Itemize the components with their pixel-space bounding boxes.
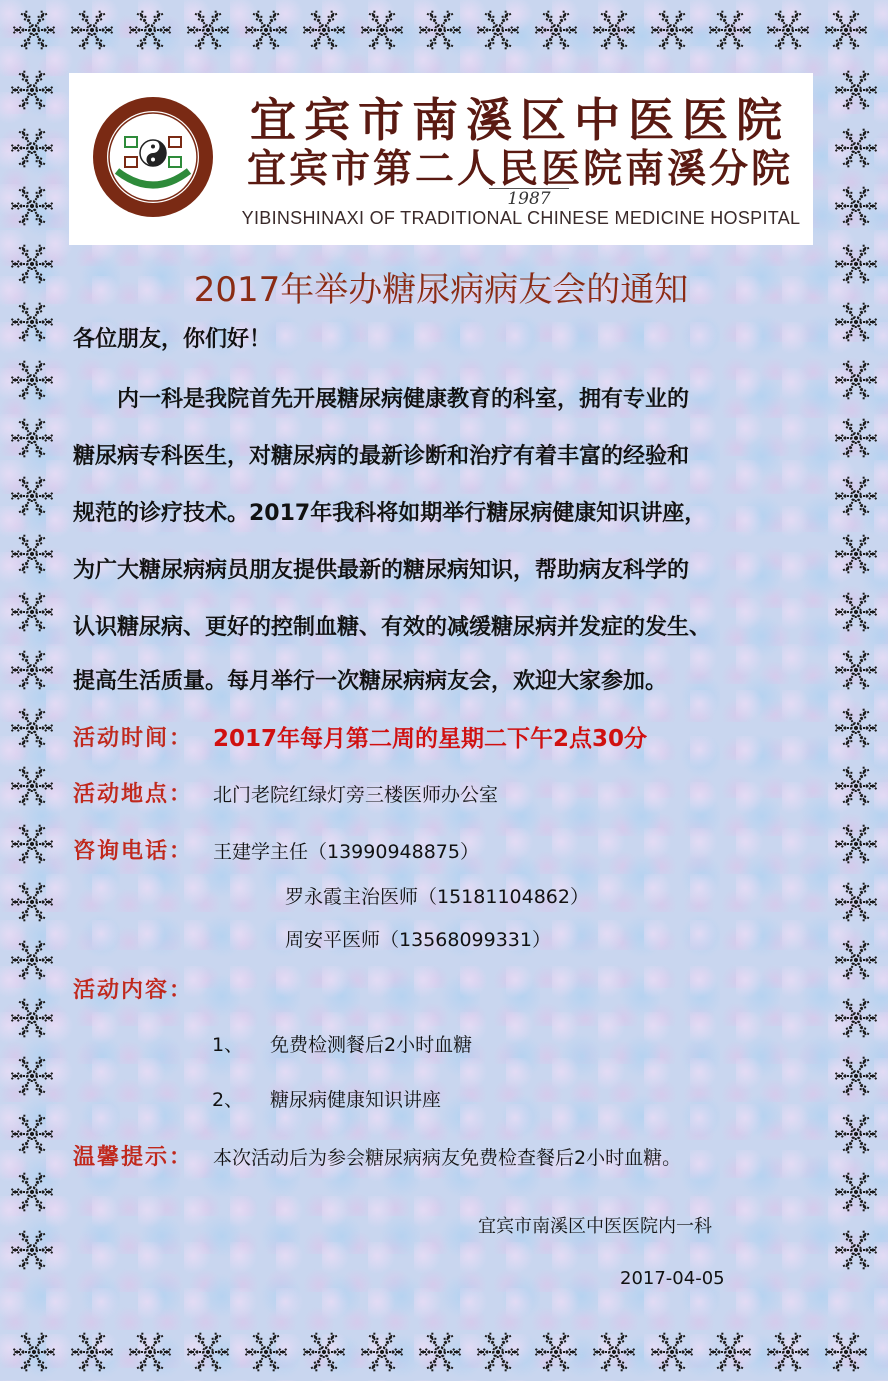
snowflake-ornament xyxy=(71,11,112,50)
snowflake-ornament xyxy=(361,11,402,50)
body-line: 提高生活质量。每月举行一次糖尿病病友会，欢迎大家参加。 xyxy=(73,669,668,694)
snowflake-ornament xyxy=(11,303,52,342)
snowflake-ornament xyxy=(835,651,876,690)
snowflake-ornament xyxy=(835,1115,876,1154)
tip-value: 本次活动后为参会糖尿病病友免费检查餐后2小时血糖。 xyxy=(213,1147,682,1169)
snowflake-ornament xyxy=(187,11,228,50)
greeting: 各位朋友，你们好！ xyxy=(73,327,272,352)
snowflake-ornament xyxy=(835,419,876,458)
snowflake-ornament xyxy=(593,11,634,50)
snowflake-ornament xyxy=(477,11,518,50)
hospital-header xyxy=(69,73,813,245)
snowflake-ornament xyxy=(835,593,876,632)
snowflake-ornament xyxy=(11,941,52,980)
snowflake-ornament xyxy=(11,1115,52,1154)
snowflake-ornament xyxy=(651,1333,692,1372)
snowflake-ornament xyxy=(11,1057,52,1096)
snowflake-ornament xyxy=(835,709,876,748)
snowflake-ornament xyxy=(477,1333,518,1372)
snowflake-ornament xyxy=(593,1333,634,1372)
notice-title: 2017年举办糖尿病病友会的通知 xyxy=(193,270,689,310)
snowflake-ornament xyxy=(11,651,52,690)
snowflake-ornament xyxy=(835,883,876,922)
snowflake-ornament xyxy=(11,1231,52,1270)
snowflake-ornament xyxy=(361,1333,402,1372)
content-item-number: 1、 xyxy=(212,1034,244,1056)
snowflake-ornament xyxy=(651,11,692,50)
snowflake-ornament xyxy=(245,1333,286,1372)
snowflake-ornament xyxy=(11,419,52,458)
snowflake-ornament xyxy=(11,71,52,110)
contact-item: 周安平医师（13568099331） xyxy=(285,929,551,951)
snowflake-ornament xyxy=(303,1333,344,1372)
snowflake-ornament xyxy=(535,1333,576,1372)
snowflake-ornament xyxy=(129,1333,170,1372)
snowflake-ornament xyxy=(767,11,808,50)
body-line: 糖尿病专科医生，对糖尿病的最新诊断和治疗有着丰富的经验和 xyxy=(73,444,690,469)
content-label: 活动内容： xyxy=(73,977,194,1003)
snowflake-ornament xyxy=(825,11,866,50)
signature-date: 2017-04-05 xyxy=(620,1268,725,1289)
snowflake-ornament xyxy=(11,129,52,168)
snowflake-ornament xyxy=(835,129,876,168)
snowflake-ornament xyxy=(835,303,876,342)
phone-label: 咨询电话： xyxy=(73,838,194,864)
contact-item: 王建学主任（13990948875） xyxy=(213,841,479,863)
snowflake-ornament xyxy=(835,999,876,1038)
snowflake-ornament xyxy=(303,11,344,50)
snowflake-ornament xyxy=(11,883,52,922)
body-line: 认识糖尿病、更好的控制血糖、有效的减缓糖尿病并发症的发生、 xyxy=(73,615,712,640)
place-label: 活动地点： xyxy=(73,781,194,807)
hospital-name: 宜宾市南溪区中医医院 xyxy=(250,93,790,147)
snowflake-ornament xyxy=(129,11,170,50)
snowflake-ornament xyxy=(11,593,52,632)
snowflake-ornament xyxy=(835,1057,876,1096)
snowflake-ornament xyxy=(835,767,876,806)
snowflake-ornament xyxy=(11,187,52,226)
snowflake-ornament xyxy=(825,1333,866,1372)
snowflake-ornament xyxy=(835,245,876,284)
snowflake-ornament xyxy=(11,245,52,284)
content-item-number: 2、 xyxy=(212,1089,244,1111)
time-value: 2017年每月第二周的星期二下午2点30分 xyxy=(213,726,648,752)
content-item: 糖尿病健康知识讲座 xyxy=(270,1089,442,1111)
body-line: 规范的诊疗技术。2017年我科将如期举行糖尿病健康知识讲座， xyxy=(73,501,707,526)
snowflake-ornament xyxy=(835,71,876,110)
snowflake-ornament xyxy=(835,941,876,980)
tip-label: 温馨提示： xyxy=(73,1144,194,1170)
hospital-english-name: YIBINSHINAXI OF TRADITIONAL CHINESE MEDICINE HOSPITAL xyxy=(241,208,801,228)
snowflake-ornament xyxy=(419,1333,460,1372)
snowflake-ornament xyxy=(11,825,52,864)
snowflake-ornament xyxy=(835,187,876,226)
snowflake-ornament xyxy=(835,1173,876,1212)
snowflake-ornament xyxy=(11,767,52,806)
snowflake-ornament xyxy=(11,1173,52,1212)
snowflake-ornament xyxy=(767,1333,808,1372)
body-line: 为广大糖尿病病员朋友提供最新的糖尿病知识，帮助病友科学的 xyxy=(73,558,690,583)
snowflake-ornament xyxy=(187,1333,228,1372)
snowflake-ornament xyxy=(709,1333,750,1372)
snowflake-ornament xyxy=(13,1333,54,1372)
place-value: 北门老院红绿灯旁三楼医师办公室 xyxy=(213,784,499,806)
snowflake-ornament xyxy=(835,825,876,864)
founding-year: 1987 xyxy=(489,188,569,209)
time-label: 活动时间： xyxy=(73,725,194,751)
snowflake-ornament xyxy=(245,11,286,50)
snowflake-ornament xyxy=(71,1333,112,1372)
snowflake-ornament xyxy=(709,11,750,50)
snowflake-ornament xyxy=(535,11,576,50)
snowflake-ornament xyxy=(13,11,54,50)
snowflake-ornament xyxy=(11,361,52,400)
snowflake-ornament xyxy=(835,361,876,400)
snowflake-ornament xyxy=(835,535,876,574)
body-line: 内一科是我院首先开展糖尿病健康教育的科室，拥有专业的 xyxy=(73,387,690,412)
snowflake-ornament xyxy=(11,477,52,516)
snowflake-ornament xyxy=(11,535,52,574)
content-item: 免费检测餐后2小时血糖 xyxy=(270,1034,473,1056)
snowflake-ornament xyxy=(419,11,460,50)
hospital-seal-logo xyxy=(91,95,215,219)
snowflake-ornament xyxy=(835,477,876,516)
snowflake-ornament xyxy=(11,999,52,1038)
snowflake-ornament xyxy=(835,1231,876,1270)
hospital-name-secondary: 宜宾市第二人民医院南溪分院 xyxy=(246,146,793,192)
snowflake-ornament xyxy=(11,709,52,748)
contact-item: 罗永霞主治医师（15181104862） xyxy=(285,886,589,908)
signature-department: 宜宾市南溪区中医医院内一科 xyxy=(478,1216,712,1237)
